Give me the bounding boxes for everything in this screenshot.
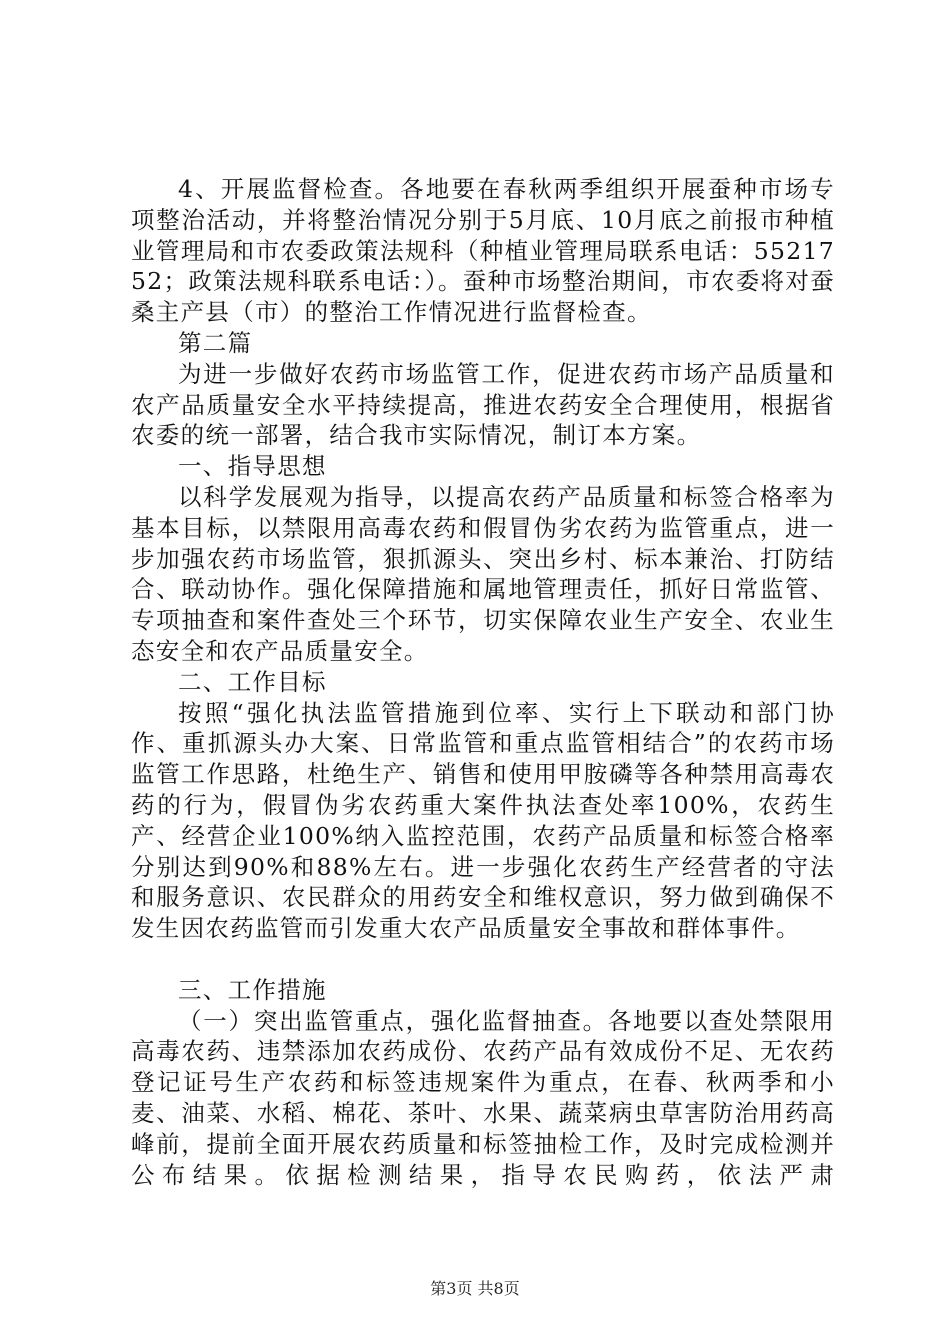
paragraph-work-goals: 按照“强化执法监管措施到位率、实行上下联动和部门协作、重抓源头办大案、日常监管和重点监管相结合”的农药市场监管工作思路，杜绝生产、销售和使用甲胺磷等各种禁用高毒农药的行为，假冒伪劣农药重大案件执法查处率100%，农药生产、经营企业100%纳入监控范围，农药产品质量和标签合格率分别达到90%和88%左右。进一步强化农药生产经营者的守法和服务意识、农民群众的用药安全和维权意识，努力做到确保不发生因农药监管而引发重大农产品质量安全事故和群体事件。 <box>131 698 835 943</box>
paragraph-intro: 为进一步做好农药市场监管工作，促进农药市场产品质量和农产品质量安全水平持续提高，推进农药安全合理使用，根据省农委的统一部署，结合我市实际情况，制订本方案。 <box>131 359 835 450</box>
paragraph-work-measures-one: （一）突出监管重点，强化监督抽查。各地要以查处禁限用高毒农药、违禁添加农药成份、农药产品有效成份不足、无农药登记证号生产农药和标签违规案件为重点，在春、秋两季和小麦、油菜、水稻、棉花、茶叶、水果、蔬菜病虫草害防治用药高峰前，提前全面开展农药质量和标签抽检工作，及时完成检测并公布结果。依据检测结果，指导农民购药，依法严肃 <box>131 1006 835 1189</box>
section-heading-work-goals: 二、工作目标 <box>178 667 327 696</box>
section-heading-work-measures: 三、工作措施 <box>178 975 327 1004</box>
page-number-footer: 第3页 共8页 <box>430 1279 520 1298</box>
section-heading-guiding-thought: 一、指导思想 <box>178 452 327 481</box>
paragraph-guiding-thought: 以科学发展观为指导，以提高农药产品质量和标签合格率为基本目标，以禁限用高毒农药和假冒伪劣农药为监管重点，进一步加强农药市场监管，狠抓源头、突出乡村、标本兼治、打防结合、联动协作。强化保障措施和属地管理责任，抓好日常监管、专项抽查和案件查处三个环节，切实保障农业生产安全、农业生态安全和农产品质量安全。 <box>131 482 835 665</box>
blank-line <box>131 944 835 975</box>
section-heading-part-two: 第二篇 <box>178 328 253 357</box>
document-body <box>131 174 835 1190</box>
paragraph-inspection: 4、开展监督检查。各地要在春秋两季组织开展蚕种市场专项整治活动，并将整治情况分别于5月底、10月底之前报市种植业管理局和市农委政策法规科（种植业管理局联系电话：5521752；政策法规科联系电话：）。蚕种市场整治期间，市农委将对蚕桑主产县（市）的整治工作情况进行监督检查。 <box>131 175 835 327</box>
